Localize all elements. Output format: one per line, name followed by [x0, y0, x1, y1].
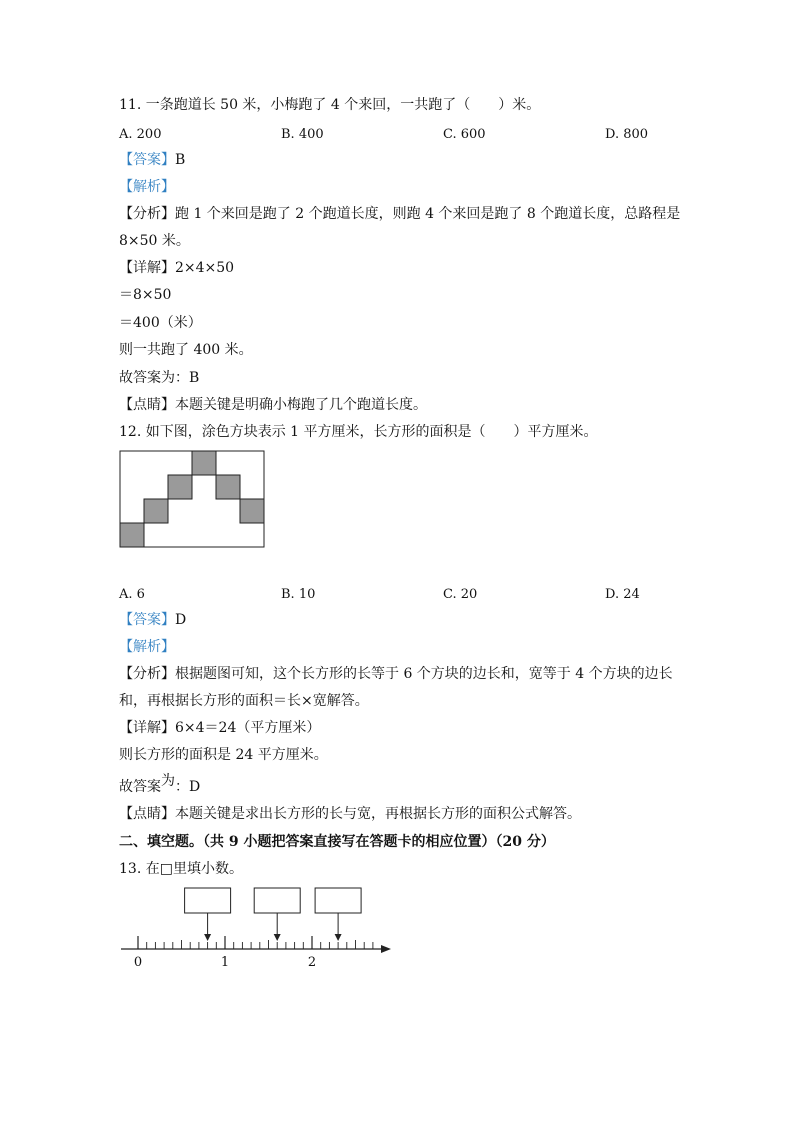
- number-line-arrowhead: [381, 945, 391, 953]
- q12-option-a: A. 6: [119, 587, 145, 602]
- q11-answer: [119, 151, 185, 169]
- q11-fenxi-tag: 【分析】: [119, 206, 175, 222]
- number-line-label: 1: [220, 955, 230, 970]
- q12-conclusion-a: 故答案: [119, 779, 161, 795]
- q11-option-d: D. 800: [605, 127, 649, 142]
- q12-detail-text-2: 则长方形的面积是 24 平方厘米。: [119, 747, 328, 763]
- shaded-square: [216, 475, 240, 499]
- q12-option-d: D. 24: [605, 587, 640, 602]
- shaded-square: [168, 475, 192, 499]
- q11-detail-tag: 【详解】: [119, 260, 175, 276]
- shaded-square: [240, 499, 264, 523]
- q11-conclusion: 故答案为：B: [119, 370, 200, 386]
- q11-comment-tag: 【点睛】: [119, 397, 175, 413]
- shaded-square: [192, 451, 216, 475]
- q12-comment: [119, 805, 581, 823]
- q11-analysis-tag: 【解析】: [119, 179, 175, 195]
- q12-answer-tag: 【答案】: [119, 612, 175, 628]
- q12-conclusion-b: 为: [161, 773, 175, 789]
- number-line-figure: [119, 884, 394, 970]
- q11-fenxi: [119, 205, 680, 223]
- q11-comment: [119, 396, 427, 414]
- q11-fenxi-text-1: 跑 1 个来回是跑了 2 个跑道长度，则跑 4 个来回是跑了 8 个跑道长度，总路程是: [175, 206, 681, 222]
- q12-option-b: B. 10: [281, 587, 316, 602]
- q12-conclusion: [119, 773, 201, 796]
- q12-fenxi: [119, 665, 673, 683]
- q11-answer-tag: 【答案】: [119, 152, 175, 168]
- q12-conclusion-c: ：D: [175, 779, 201, 795]
- q11-detail-text-2: ＝8×50: [119, 287, 172, 303]
- q12-detail-text-1: 6×4＝24（平方厘米）: [175, 720, 321, 736]
- rectangle-grid-figure: [119, 450, 267, 550]
- number-line-label: 0: [133, 955, 143, 970]
- q11-detail-text-4: 则一共跑了 400 米。: [119, 342, 253, 358]
- answer-box: [254, 888, 300, 913]
- q13-stem: 13. 在□里填小数。: [119, 861, 243, 877]
- number-line-label: 2: [307, 955, 317, 970]
- q12-option-c: C. 20: [443, 587, 478, 602]
- q12-detail: [119, 719, 320, 737]
- q12-fenxi-text-2: 和，再根据长方形的面积＝长×宽解答。: [119, 693, 369, 709]
- q12-detail-tag: 【详解】: [119, 720, 175, 736]
- q12-answer: [119, 611, 186, 629]
- q12-answer-value: D: [175, 612, 187, 628]
- q11-detail-text-3: ＝400（米）: [119, 315, 202, 331]
- shaded-square: [120, 523, 144, 547]
- q12-fenxi-text-1: 根据题图可知，这个长方形的长等于 6 个方块的边长和，宽等于 4 个方块的边长: [175, 666, 673, 682]
- shaded-square: [144, 499, 168, 523]
- q12-analysis-tag: 【解析】: [119, 639, 175, 655]
- pointer-arrowhead: [335, 934, 342, 941]
- pointer-arrowhead: [274, 934, 281, 941]
- q12-comment-tag: 【点睛】: [119, 806, 175, 822]
- answer-box: [315, 888, 361, 913]
- q11-option-a: A. 200: [119, 127, 162, 142]
- q11-fenxi-text-2: 8×50 米。: [119, 233, 190, 249]
- pointer-arrowhead: [204, 934, 211, 941]
- q11-detail: [119, 259, 234, 277]
- q11-comment-text: 本题关键是明确小梅跑了几个跑道长度。: [175, 397, 427, 413]
- q11-detail-text-1: 2×4×50: [175, 260, 235, 276]
- q11-option-c: C. 600: [443, 127, 486, 142]
- q12-fenxi-tag: 【分析】: [119, 666, 175, 682]
- q11-answer-value: B: [175, 152, 186, 168]
- q11-option-b: B. 400: [281, 127, 324, 142]
- q12-comment-text: 本题关键是求出长方形的长与宽，再根据长方形的面积公式解答。: [175, 806, 581, 822]
- answer-box: [185, 888, 231, 913]
- q12-stem: 12. 如下图，涂色方块表示 1 平方厘米，长方形的面积是（ ）平方厘米。: [119, 424, 598, 440]
- section2-title: 二、填空题。（共 9 小题把答案直接写在答题卡的相应位置）（20 分）: [119, 834, 555, 850]
- q11-stem: 11. 一条跑道长 50 米，小梅跑了 4 个来回，一共跑了（ ）米。: [119, 97, 541, 113]
